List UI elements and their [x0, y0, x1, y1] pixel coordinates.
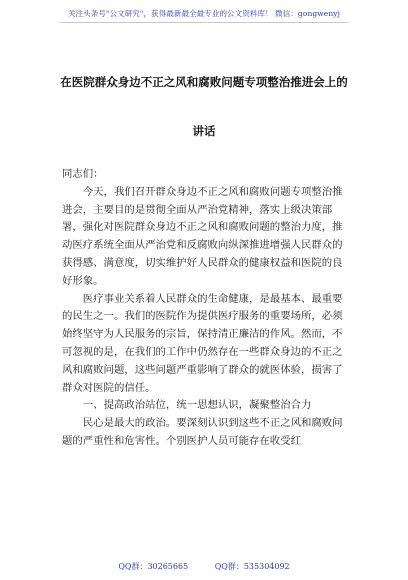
- salutation: 同志们：: [62, 168, 104, 180]
- document-body: [62, 166, 344, 451]
- page-header-notice: 关注头条号"公文研究"，获得最新最全最专业的公文资料库！ 微信：gongwenyj: [67, 9, 341, 18]
- document-title: 在医院群众身边不正之风和腐败问题专项整治推进会上的: [60, 75, 348, 89]
- header-divider: [60, 22, 348, 23]
- document-title-continued: 讲话: [192, 124, 216, 138]
- section-heading: 一、提高政治站位，统一思想认识，凝聚整治合力: [82, 399, 312, 412]
- body-paragraph: 民心是最大的政治。要深刻认识到这些不正之风和腐败问题的严重性和危害性。个别医护人员可能存在收受红: [62, 417, 343, 447]
- body-paragraph: 医疗事业关系着人民群众的生命健康，是最基本、最重要的民生之一。我们的医院作为提供医疗服务的重要场所，必须始终坚守为人民服务的宗旨，保持清正廉洁的作风。然而，不可忽视的是，在我们的工作中仍然存在一些群众身边的不正之风和腐败问题，这些问题严重影响了群众的就医体验，损害了群众对医院的信任。: [62, 292, 343, 394]
- footer-qq-group-2: QQ群：535304092: [214, 562, 290, 571]
- page-footer: [0, 561, 408, 572]
- footer-qq-group-1: QQ群：30265665: [118, 562, 189, 571]
- body-paragraph: 今天，我们召开群众身边不正之风和腐败问题专项整治推进会，主要目的是贯彻全面从严治党精神，落实上级决策部署，强化对医院群众身边不正之风和腐败问题的整治力度，推动医疗系统全面从严治党和反腐败向纵深推进增强人民群众的获得感、满意度，切实维护好人民群众的健康权益和医院的良好形象。: [62, 185, 343, 287]
